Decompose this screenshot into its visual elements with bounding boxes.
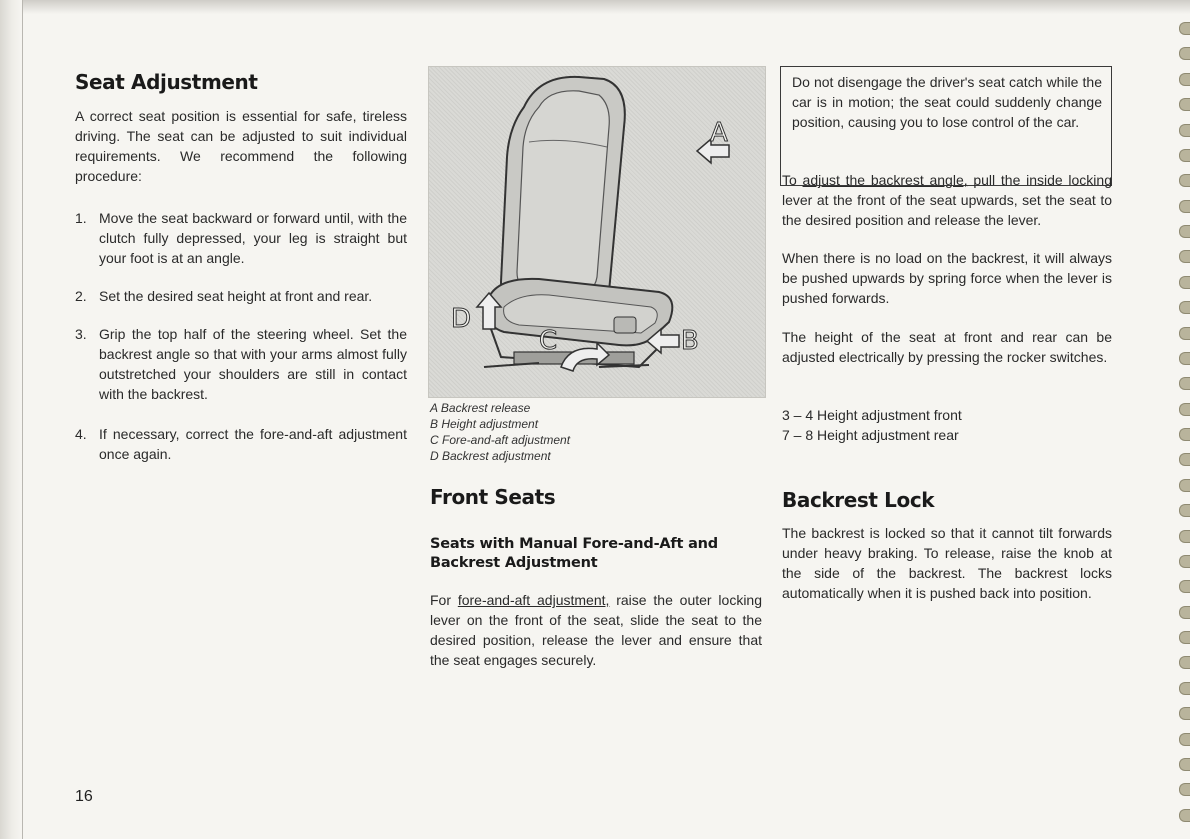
- list-number: 2.: [75, 288, 87, 304]
- list-text: Grip the top half of the steering wheel. Set the backrest angle so that with your arms almost fully outstretched your shoulders are still in contact with the backrest.: [99, 326, 407, 402]
- text: To: [782, 172, 803, 188]
- caption-line: D Backrest adjustment: [430, 449, 551, 463]
- list-item: 3 – 4 Height adjustment front: [782, 407, 962, 423]
- label-b: B: [681, 326, 699, 356]
- caption-line: C Fore-and-aft adjustment: [430, 433, 571, 447]
- list-item: [75, 424, 407, 464]
- list-item: [75, 286, 407, 306]
- height-paragraph: The height of the seat at front and rear can be adjusted electrically by pressing the rocker switches.: [782, 329, 1112, 365]
- list-number: 1.: [75, 210, 87, 226]
- height-list: [782, 405, 962, 445]
- label-a: A: [710, 118, 728, 148]
- backrest-note-paragraph: When there is no load on the backrest, it will always be pushed upwards by spring force when the lever is pushed forwards.: [782, 250, 1112, 306]
- fore-aft-paragraph: [430, 590, 762, 670]
- section-heading-backrest-lock: Backrest Lock: [782, 488, 935, 512]
- list-text: If necessary, correct the fore-and-aft adjustment once again.: [99, 426, 407, 462]
- subheading-manual-adjustment: Seats with Manual Fore-and-Aft and Backrest Adjustment: [430, 536, 718, 571]
- caption-line: A Backrest release: [430, 401, 531, 415]
- backrest-lock-paragraph: The backrest is locked so that it cannot tilt forwards under heavy braking. To release, raise the knob at the side of the backrest. The backrest locks automatically when it is pushed back into position.: [782, 525, 1112, 601]
- text: For: [430, 592, 458, 608]
- backrest-angle-term: adjust the backrest angle,: [802, 172, 968, 188]
- spiral-binding: [1174, 22, 1190, 822]
- figure-caption: [430, 400, 570, 464]
- text: raise the outer locking lever on the front of the seat, slide the seat to the desired position, release the lever and ensure that the seat engages securely.: [430, 592, 763, 668]
- section-heading-seat-adjustment: Seat Adjustment: [75, 70, 258, 94]
- list-item: [75, 208, 407, 268]
- seat-illustration: [428, 66, 766, 398]
- text: pull the inside locking lever at the front of the seat upwards, set the seat to the desired position and release the lever.: [782, 172, 1112, 228]
- intro-paragraph: A correct seat position is essential for safe, tireless driving. The seat can be adjusted to suit individual requirements. We recommend the following procedure:: [75, 108, 407, 184]
- label-d: D: [451, 304, 472, 334]
- page-top-edge: [0, 0, 1190, 14]
- page-number: 16: [75, 788, 93, 805]
- list-number: 4.: [75, 426, 87, 442]
- section-heading-front-seats: Front Seats: [430, 485, 556, 509]
- list-item: [75, 324, 407, 404]
- caption-line: B Height adjustment: [430, 417, 539, 431]
- page-left-edge: [0, 0, 23, 839]
- list-text: Move the seat backward or forward until, with the clutch fully depressed, your leg is straight but your foot is at an angle.: [99, 210, 407, 266]
- list-text: Set the desired seat height at front and rear.: [99, 288, 373, 304]
- seat-drawing: [429, 67, 765, 397]
- list-number: 3.: [75, 326, 87, 342]
- fore-aft-term: fore-and-aft adjustment,: [457, 592, 610, 608]
- label-c: C: [539, 326, 558, 356]
- warning-text: Do not disengage the driver's seat catch while the car is in motion; the seat could suddenly change position, causing you to lose control of the car.: [792, 74, 1102, 130]
- list-item: 7 – 8 Height adjustment rear: [782, 427, 959, 443]
- backrest-angle-paragraph: [782, 170, 1112, 230]
